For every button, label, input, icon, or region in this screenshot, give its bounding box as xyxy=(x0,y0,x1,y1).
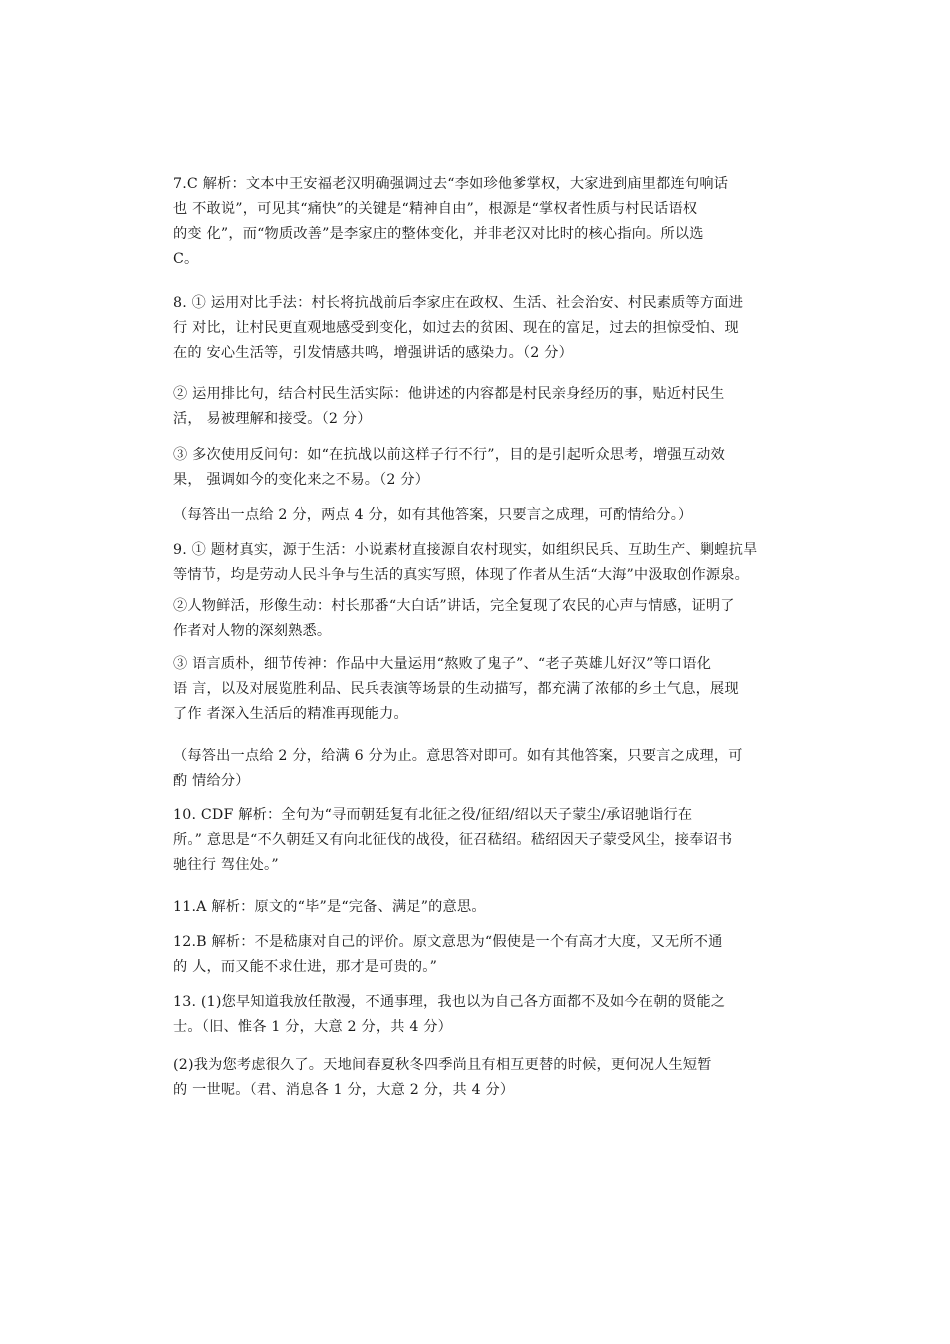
answer-q10 xyxy=(173,803,793,878)
text-line: 在的 安心生活等，引发情感共鸣，增强讲话的感染力。（2 分） xyxy=(173,345,574,361)
text-line: 12.B 解析：不是嵇康对自己的评价。原文意思为“假使是一个有高才大度，又无所不通 xyxy=(173,934,723,950)
text-line: 10. CDF 解析：全句为“寻而朝廷复有北征之役/征绍/绍以天子蒙尘/承诏驰诣行在 xyxy=(173,807,693,823)
text-line: 行 对比，让村民更直观地感受到变化，如过去的贫困、现在的富足，过去的担惊受怕、现 xyxy=(173,320,739,336)
answer-q8-scoring-note xyxy=(173,503,793,528)
text-line: 驰往行 驾住处。” xyxy=(173,857,279,873)
text-line: (2)我为您考虑很久了。天地间春夏秋冬四季尚且有相互更替的时候，更何况人生短暂 xyxy=(173,1057,712,1073)
text-line: 的变 化”，而“物质改善”是李家庄的整体变化，并非老汉对比时的核心指向。所以选 xyxy=(173,226,704,242)
text-line: 士。（旧、惟各 1 分，大意 2 分，共 4 分） xyxy=(173,1019,453,1035)
text-line: 活， 易被理解和接受。（2 分） xyxy=(173,411,372,427)
answer-q7 xyxy=(173,172,793,272)
text-line: （每答出一点给 2 分，两点 4 分，如有其他答案，只要言之成理，可酌情给分。） xyxy=(173,507,693,523)
text-line: 的 一世呢。（君、消息各 1 分，大意 2 分，共 4 分） xyxy=(173,1082,515,1098)
answer-q9-point-2 xyxy=(173,594,793,644)
text-line: ③ 语言质朴，细节传神：作品中大量运用“熬败了鬼子”、“老子英雄儿好汉”等口语化 xyxy=(173,656,712,672)
text-line: 果， 强调如今的变化来之不易。（2 分） xyxy=(173,472,430,488)
text-line: 13. (1)您早知道我放任散漫，不通事理，我也以为自己各方面都不及如今在朝的贤能之 xyxy=(173,994,726,1010)
text-line: 的 人，而又能不求仕进，那才是可贵的。” xyxy=(173,959,438,975)
text-line: 8. ① 运用对比手法：村长将抗战前后李家庄在政权、生活、社会治安、村民素质等方面进 xyxy=(173,295,744,311)
answer-q8-point-2 xyxy=(173,382,793,432)
answer-q9-point-1 xyxy=(173,538,793,588)
answer-q9-scoring-note xyxy=(173,744,793,794)
text-line: 酌 情给分） xyxy=(173,773,250,789)
text-line: 9. ① 题材真实，源于生活：小说素材直接源自农村现实，如组织民兵、互助生产、剿蝗抗旱 xyxy=(173,542,758,558)
text-line: ③ 多次使用反问句：如“在抗战以前这样子行不行”，目的是引起听众思考，增强互动效 xyxy=(173,447,725,463)
answer-q11 xyxy=(173,895,793,920)
text-line: 11.A 解析：原文的“毕”是“完备、满足”的意思。 xyxy=(173,899,486,915)
text-line: 7.C 解析：文本中王安福老汉明确强调过去“李如珍他爹掌权，大家进到庙里都连句响话 xyxy=(173,176,729,192)
answer-q8-point-3 xyxy=(173,443,793,493)
answer-q12 xyxy=(173,930,793,980)
answer-q13-part-2 xyxy=(173,1053,793,1103)
text-line: （每答出一点给 2 分，给满 6 分为止。意思答对即可。如有其他答案，只要言之成理，可 xyxy=(173,748,743,764)
text-line: 等情节，均是劳动人民斗争与生活的真实写照，体现了作者从生活“大海”中汲取创作源泉。 xyxy=(173,567,750,583)
text-line: 也 不敢说”，可见其“痛快”的关键是“精神自由”，根源是“掌权者性质与村民话语权 xyxy=(173,201,698,217)
text-line: 作者对人物的深刻熟悉。 xyxy=(173,623,332,639)
text-line: ②人物鲜活，形像生动：村长那番“大白话”讲话，完全复现了农民的心声与情感，证明了 xyxy=(173,598,735,614)
text-line: ② 运用排比句，结合村民生活实际：他讲述的内容都是村民亲身经历的事，贴近村民生 xyxy=(173,386,725,402)
answer-q9-point-3 xyxy=(173,652,793,727)
answer-q8-point-1 xyxy=(173,291,793,366)
text-line: C。 xyxy=(173,251,199,267)
text-line: 语 言，以及对展览胜利品、民兵表演等场景的生动描写，都充满了浓郁的乡土气息，展现 xyxy=(173,681,739,697)
answer-q13-part-1 xyxy=(173,990,793,1040)
text-line: 了作 者深入生活后的精准再现能力。 xyxy=(173,706,408,722)
text-line: 所。” 意思是“不久朝廷又有向北征伐的战役，征召嵇绍。嵇绍因天子蒙受风尘，接奉诏书 xyxy=(173,832,733,848)
